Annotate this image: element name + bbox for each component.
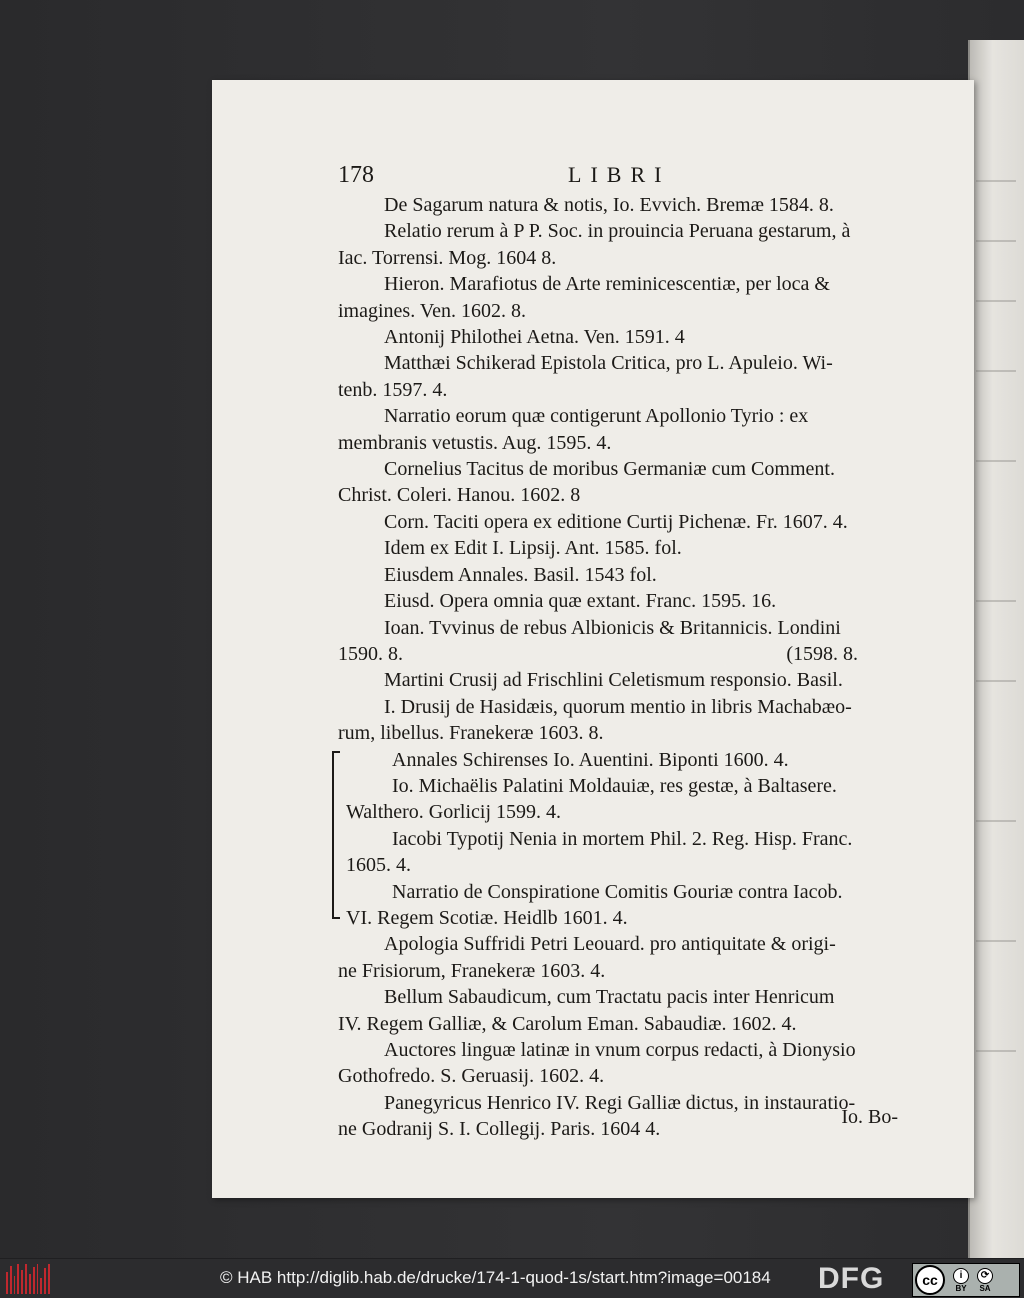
entry-continuation: Gothofredo. S. Geruasij. 1602. 4.: [338, 1065, 605, 1088]
adjacent-page-edge: [968, 40, 1024, 1258]
entry-continuation: imagines. Ven. 1602. 8.: [338, 299, 526, 322]
sa-label: SA: [979, 1283, 991, 1293]
cc-by-sa-icon[interactable]: [912, 1263, 1020, 1297]
by-label: BY: [955, 1283, 967, 1293]
source-link[interactable]: © HAB http://diglib.hab.de/drucke/174-1-quod-1s/start.htm?image=00184: [220, 1268, 771, 1287]
entry-continuation: Walthero. Gorlicij 1599. 4.: [346, 801, 562, 824]
entry-continuation: Iac. Torrensi. Mog. 1604 8.: [338, 246, 557, 269]
catalog-entry: [338, 324, 898, 350]
catalog-entry: [338, 667, 898, 693]
entry-first-line: Iacobi Typotij Nenia in mortem Phil. 2. Reg. Hisp. Franc.: [392, 827, 853, 850]
entry-continuation: [338, 641, 898, 667]
hab-barcode-logo-icon[interactable]: [6, 1264, 50, 1294]
viewer-footer: [0, 1258, 1024, 1298]
catalog-entry: [338, 350, 898, 403]
entry-first-line: Antonij Philothei Aetna. Ven. 1591. 4: [384, 326, 685, 349]
entry-first-line: Ioan. Tvvinus de rebus Albionicis & Britannicis. Londini: [384, 616, 841, 639]
logo-bar: [44, 1268, 46, 1294]
entry-first-line: I. Drusij de Hasidæis, quorum mentio in libris Machabæo-: [384, 695, 852, 718]
logo-bar: [48, 1264, 50, 1294]
entry-first-line: Hieron. Marafiotus de Arte reminicescentiæ, per loca &: [384, 273, 830, 296]
catalog-entry: [346, 747, 898, 773]
catalog-entry: [338, 984, 898, 1037]
catalog-entry: [338, 403, 898, 456]
logo-bar: [10, 1266, 12, 1294]
logo-bar: [25, 1264, 27, 1294]
logo-bar: [29, 1274, 31, 1294]
person-icon: i: [953, 1268, 969, 1284]
entry-first-line: De Sagarum natura & notis, Io. Evvich. Bremæ 1584. 8.: [384, 194, 834, 216]
catchword: Io. Bo-: [841, 1106, 898, 1128]
entry-continuation: IV. Regem Galliæ, & Carolum Eman. Sabaudiæ. 1602. 4.: [338, 1012, 797, 1035]
entry-first-line: Narratio de Conspiratione Comitis Gouriæ contra Iacob.: [392, 880, 843, 903]
catalog-entry: [338, 562, 898, 588]
logo-bar: [33, 1267, 35, 1294]
entry-first-line: Bellum Sabaudicum, cum Tractatu pacis inter Henricum: [384, 986, 835, 1009]
logo-bar: [40, 1278, 42, 1294]
logo-bar: [37, 1264, 39, 1294]
page-number: 178: [338, 162, 374, 188]
catalog-entry: [346, 879, 898, 932]
catalog-entry: [338, 456, 898, 509]
entry-continuation: membranis vetustis. Aug. 1595. 4.: [338, 431, 612, 454]
entry-first-line: Corn. Taciti opera ex editione Curtij Pichenæ. Fr. 1607. 4.: [384, 510, 848, 533]
entry-right-note: (1598. 8.: [786, 642, 858, 665]
entry-continuation: Christ. Coleri. Hanou. 1602. 8: [338, 484, 581, 507]
entry-continuation-text: 1590. 8.: [338, 642, 403, 665]
entry-continuation: tenb. 1597. 4.: [338, 378, 448, 401]
entry-list-later: [338, 931, 898, 1142]
share-alike-icon: ⟳: [977, 1268, 993, 1284]
entry-first-line: Idem ex Edit I. Lipsij. Ant. 1585. fol.: [384, 537, 682, 560]
catalog-entry: [338, 588, 898, 614]
logo-bar: [21, 1270, 23, 1294]
entry-continuation: VI. Regem Scotiæ. Heidlb 1601. 4.: [346, 906, 628, 929]
logo-bar: [14, 1276, 16, 1294]
catalog-entry: [338, 509, 898, 535]
catalog-entry: [338, 1090, 898, 1143]
book-page: [212, 80, 974, 1198]
catalog-entry: [338, 615, 898, 668]
dfg-logo[interactable]: DFG: [818, 1262, 885, 1295]
entry-first-line: Eiusdem Annales. Basil. 1543 fol.: [384, 563, 657, 586]
running-title: LIBRI: [568, 162, 671, 187]
catalog-entry: [338, 694, 898, 747]
bracketed-group: [338, 747, 898, 932]
entry-first-line: Narratio eorum quæ contigerunt Apollonio Tyrio : ex: [384, 405, 809, 428]
entry-first-line: Panegyricus Henrico IV. Regi Galliæ dictus, in instauratio-: [384, 1091, 856, 1114]
entry-first-line: Martini Crusij ad Frischlini Celetismum responsio. Basil.: [384, 669, 843, 692]
catalog-entry: [338, 931, 898, 984]
entry-first-line: Matthæi Schikerad Epistola Critica, pro L. Apuleio. Wi-: [384, 352, 833, 375]
entry-list: [338, 192, 898, 747]
catalog-entry: [338, 535, 898, 561]
catalog-entry: [338, 192, 898, 218]
entry-first-line: Apologia Suffridi Petri Leouard. pro antiquitate & origi-: [384, 933, 836, 956]
catalog-entry: [338, 1037, 898, 1090]
entry-continuation: ne Frisiorum, Franekeræ 1603. 4.: [338, 959, 606, 982]
entry-continuation: rum, libellus. Franekeræ 1603. 8.: [338, 722, 604, 745]
entry-first-line: Eiusd. Opera omnia quæ extant. Franc. 1595. 16.: [384, 590, 777, 613]
entry-first-line: Cornelius Tacitus de moribus Germaniæ cum Comment.: [384, 458, 835, 481]
cc-icon: cc: [915, 1265, 945, 1295]
catalog-entry: [338, 218, 898, 271]
entry-continuation: ne Godranij S. I. Collegij. Paris. 1604 4.: [338, 1118, 661, 1141]
catalog-entry: [346, 826, 898, 879]
running-head: [338, 158, 898, 192]
logo-bar: [17, 1264, 19, 1294]
entry-first-line: Relatio rerum à P P. Soc. in prouincia Peruana gestarum, à: [384, 220, 851, 243]
entry-first-line: Annales Schirenses Io. Auentini. Biponti 1600. 4.: [392, 748, 789, 771]
entry-continuation: 1605. 4.: [346, 854, 411, 877]
entry-first-line: Io. Michaëlis Palatini Moldauiæ, res gestæ, à Baltasere.: [392, 774, 837, 797]
catalog-entry: [338, 271, 898, 324]
entry-first-line: Auctores linguæ latinæ in vnum corpus redacti, à Dionysio: [384, 1039, 856, 1061]
page-text-block: [338, 158, 898, 1143]
bracket-mark: [332, 751, 342, 919]
logo-bar: [6, 1272, 8, 1294]
catalog-entry: [346, 773, 898, 826]
